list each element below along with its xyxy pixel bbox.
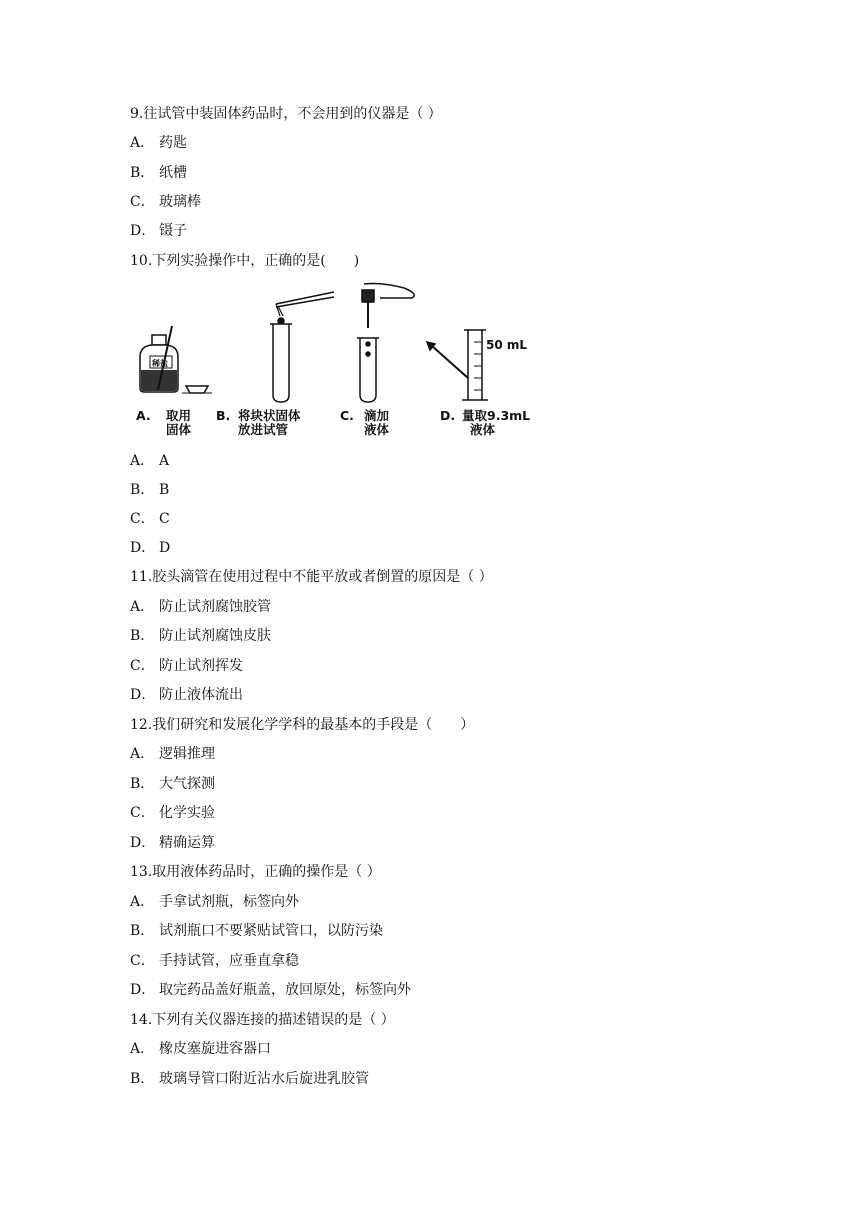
option-letter: D． <box>130 982 156 998</box>
question-12-option-d <box>130 834 215 852</box>
question-13-option-c <box>130 952 299 970</box>
option-text: B <box>159 482 170 498</box>
option-text: D <box>159 540 171 556</box>
option-text: C <box>159 511 170 527</box>
cylinder-capacity-label: 50 mL <box>486 338 528 352</box>
question-9-stem: 9.往试管中装固体药品时，不会用到的仪器是（ ） <box>130 106 442 122</box>
caption-d-line2: 液体 <box>470 422 496 437</box>
option-text: 防止试剂腐蚀皮肤 <box>159 628 271 644</box>
question-12-option-a <box>130 745 215 763</box>
option-letter: C． <box>130 511 155 527</box>
option-letter: A． <box>130 599 155 615</box>
question-12-option-c <box>130 804 215 822</box>
option-letter: A． <box>130 746 155 762</box>
caption-a-line1: 取用 <box>166 408 192 423</box>
caption-d-letter: D. <box>440 408 456 423</box>
option-text: 取完药品盖好瓶盖，放回原处，标签向外 <box>159 982 411 998</box>
question-10-option-b <box>130 481 169 499</box>
option-text: 试剂瓶口不要紧贴试管口，以防污染 <box>159 923 383 939</box>
option-text: 防止液体流出 <box>159 687 243 703</box>
option-text: 精确运算 <box>159 835 215 851</box>
caption-b-line1: 将块状固体 <box>238 408 301 423</box>
question-10-option-c <box>130 510 170 528</box>
question-10-option-a <box>130 452 169 470</box>
option-text: 玻璃棒 <box>159 194 201 210</box>
question-9-option-d <box>130 222 187 240</box>
option-text: 大气探测 <box>159 776 215 792</box>
question-11-option-c <box>130 657 243 675</box>
option-letter: D． <box>130 835 156 851</box>
question-9-option-b <box>130 164 187 182</box>
option-letter: A． <box>130 894 155 910</box>
caption-c-line1: 滴加 <box>364 408 390 423</box>
caption-c-letter: C. <box>340 408 354 423</box>
caption-a-letter: A. <box>136 408 151 423</box>
option-text: 化学实验 <box>159 805 215 821</box>
option-letter: C． <box>130 805 155 821</box>
reagent-bottle-drawing <box>140 326 212 393</box>
question-14-option-b <box>130 1070 369 1088</box>
option-text: 药匙 <box>159 135 187 151</box>
option-letter: C． <box>130 953 155 969</box>
option-letter: D． <box>130 540 156 556</box>
option-letter: B． <box>130 923 155 939</box>
option-letter: A． <box>130 1041 155 1057</box>
question-13-option-d <box>130 981 411 999</box>
option-letter: B． <box>130 165 155 181</box>
option-letter: B． <box>130 1071 155 1087</box>
question-13-option-b <box>130 922 383 940</box>
question-9-option-a <box>130 134 187 152</box>
option-text: 手拿试剂瓶，标签向外 <box>159 894 299 910</box>
option-letter: A． <box>130 135 155 151</box>
caption-b-letter: B. <box>216 408 231 423</box>
question-11-stem: 11.胶头滴管在使用过程中不能平放或者倒置的原因是（ ） <box>130 569 493 585</box>
dropper-test-tube-drawing <box>357 284 414 403</box>
option-letter: B． <box>130 628 155 644</box>
option-letter: D． <box>130 687 156 703</box>
option-text: 防止试剂腐蚀胶管 <box>159 599 271 615</box>
caption-b-line2: 放进试管 <box>238 422 289 437</box>
question-10-option-d <box>130 539 170 557</box>
question-9-option-c <box>130 193 201 211</box>
lab-operations-figure <box>134 282 564 442</box>
option-text: 玻璃导管口附近沾水后旋进乳胶管 <box>159 1071 369 1087</box>
option-text: 手持试管，应垂直拿稳 <box>159 953 299 969</box>
question-13-stem: 13.取用液体药品时，正确的操作是（ ） <box>130 864 381 880</box>
question-10-stem: 10.下列实验操作中，正确的是( ) <box>130 253 360 269</box>
bottle-label: 稀盐 <box>152 359 168 368</box>
question-14-stem: 14.下列有关仪器连接的描述错误的是（ ） <box>130 1012 395 1028</box>
option-text: 镊子 <box>159 223 187 239</box>
question-11-option-b <box>130 627 271 645</box>
option-text: 逻辑推理 <box>159 746 215 762</box>
question-14-option-a <box>130 1040 271 1058</box>
option-letter: C． <box>130 658 155 674</box>
question-12-option-b <box>130 775 215 793</box>
caption-a-line2: 固体 <box>166 422 192 437</box>
option-text: 防止试剂挥发 <box>159 658 243 674</box>
lab-operations-illustration <box>134 282 564 442</box>
caption-c-line2: 液体 <box>364 422 390 437</box>
test-tube-tweezers-drawing <box>270 292 334 402</box>
option-letter: D． <box>130 223 156 239</box>
option-letter: B． <box>130 482 155 498</box>
option-text: A <box>159 453 170 469</box>
option-text: 橡皮塞旋进容器口 <box>159 1041 271 1057</box>
option-text: 纸槽 <box>159 165 187 181</box>
question-12-stem: 12.我们研究和发展化学学科的最基本的手段是（ ） <box>130 717 475 733</box>
option-letter: A． <box>130 453 155 469</box>
caption-d-line1: 量取9.3mL <box>462 408 531 423</box>
graduated-cylinder-drawing <box>427 330 488 400</box>
option-letter: B． <box>130 776 155 792</box>
question-11-option-d <box>130 686 243 704</box>
question-13-option-a <box>130 893 299 911</box>
option-letter: C． <box>130 194 155 210</box>
question-11-option-a <box>130 598 271 616</box>
